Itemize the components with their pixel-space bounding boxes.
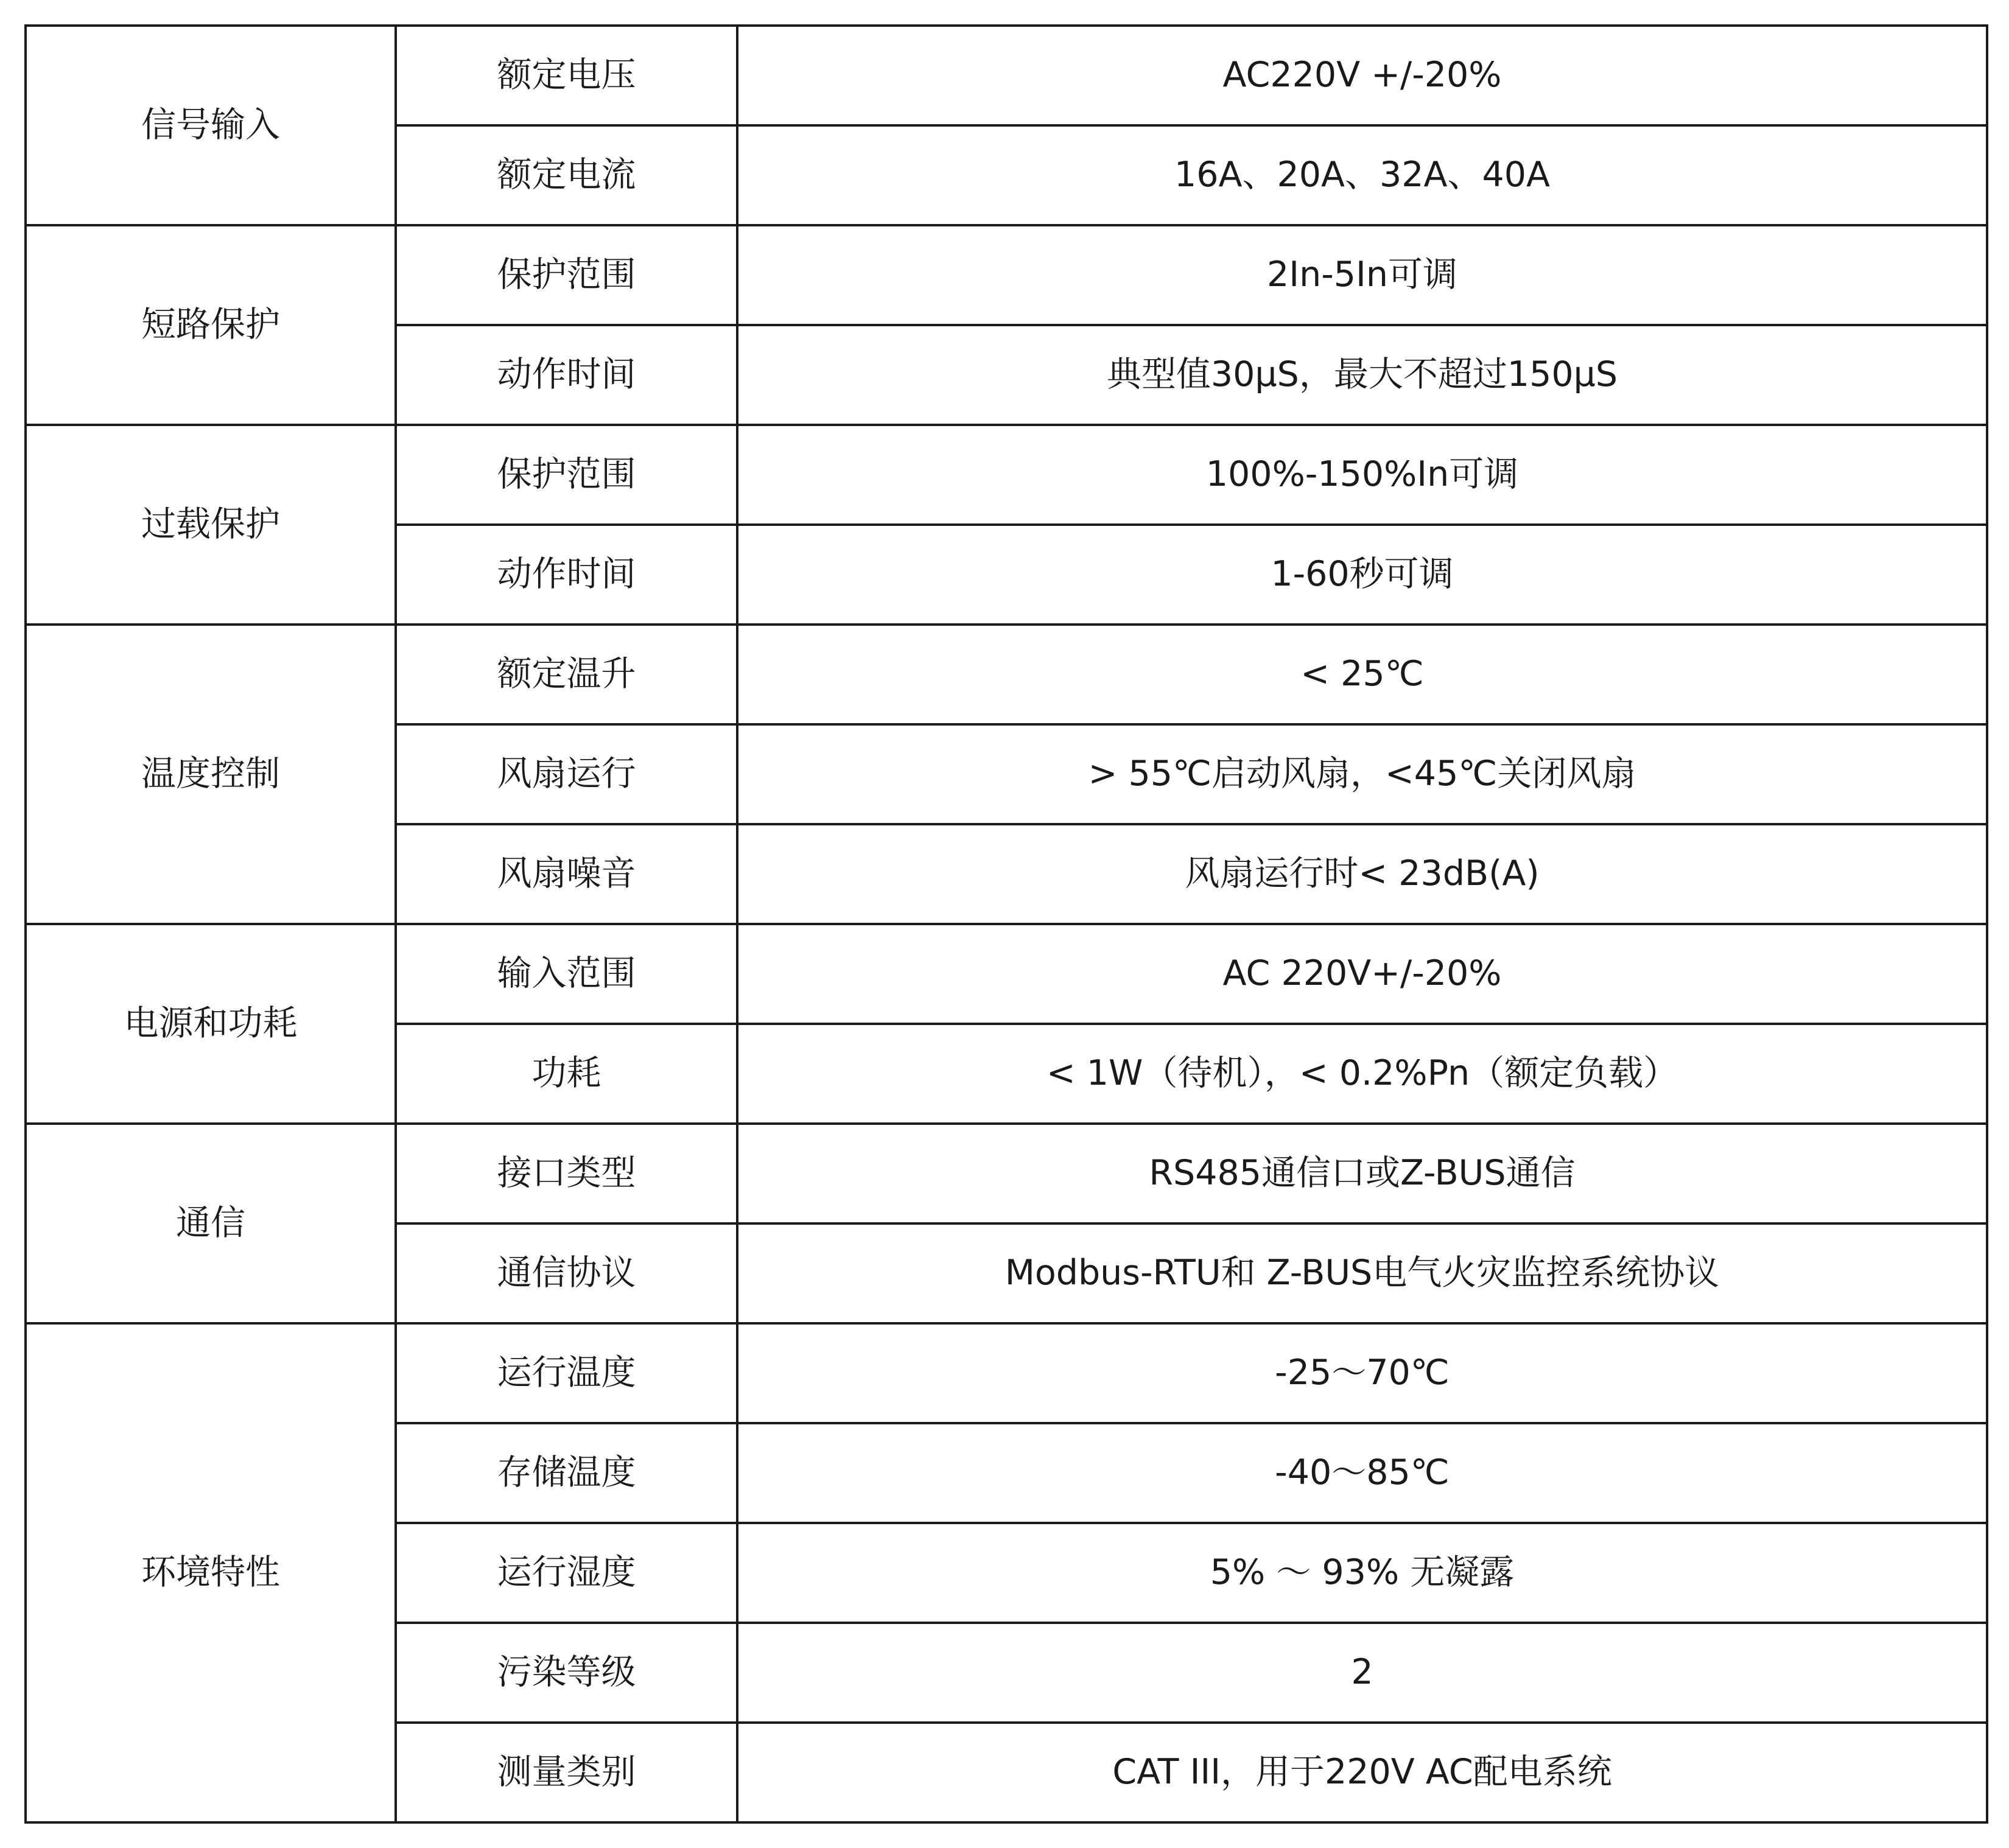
parameter-cell: 保护范围 [396,225,737,325]
parameter-cell: 动作时间 [396,325,737,425]
parameter-cell: 输入范围 [396,924,737,1024]
category-cell: 环境特性 [26,1323,396,1822]
category-cell: 过载保护 [26,425,396,625]
value-cell: -25～70℃ [737,1323,1987,1423]
value-cell: CAT III，用于220V AC配电系统 [737,1723,1987,1822]
table-row [26,1124,1987,1223]
category-cell: 电源和功耗 [26,924,396,1124]
parameter-cell: 动作时间 [396,525,737,625]
parameter-cell: 运行湿度 [396,1523,737,1623]
value-cell: < 1W（待机），< 0.2%Pn（额定负载） [737,1024,1987,1124]
table-row [26,425,1987,525]
table-row [26,26,1987,125]
parameter-cell: 额定电流 [396,125,737,225]
parameter-cell: 接口类型 [396,1124,737,1223]
parameter-cell: 污染等级 [396,1623,737,1723]
value-cell: > 55℃启动风扇，<45℃关闭风扇 [737,724,1987,824]
parameter-cell: 风扇噪音 [396,824,737,924]
value-cell: 2 [737,1623,1987,1723]
category-cell: 信号输入 [26,26,396,225]
value-cell: 16A、20A、32A、40A [737,125,1987,225]
value-cell: Modbus-RTU和 Z-BUS电气火灾监控系统协议 [737,1223,1987,1323]
table-row [26,625,1987,724]
value-cell: AC 220V+/-20% [737,924,1987,1024]
parameter-cell: 额定电压 [396,26,737,125]
category-cell: 通信 [26,1124,396,1323]
value-cell: -40～85℃ [737,1423,1987,1523]
table-row [26,225,1987,325]
value-cell: 2In-5In可调 [737,225,1987,325]
value-cell: 风扇运行时< 23dB(A) [737,824,1987,924]
value-cell: 5% ～ 93% 无凝露 [737,1523,1987,1623]
parameter-cell: 运行温度 [396,1323,737,1423]
parameter-cell: 功耗 [396,1024,737,1124]
parameter-cell: 通信协议 [396,1223,737,1323]
value-cell: 典型值30μS，最大不超过150μS [737,325,1987,425]
parameter-cell: 风扇运行 [396,724,737,824]
value-cell: < 25℃ [737,625,1987,724]
table-row [26,1323,1987,1423]
parameter-cell: 存储温度 [396,1423,737,1523]
value-cell: AC220V +/-20% [737,26,1987,125]
spec-table [24,24,1988,1824]
table-row [26,924,1987,1024]
parameter-cell: 额定温升 [396,625,737,724]
value-cell: RS485通信口或Z-BUS通信 [737,1124,1987,1223]
category-cell: 短路保护 [26,225,396,425]
value-cell: 100%-150%In可调 [737,425,1987,525]
category-cell: 温度控制 [26,625,396,924]
parameter-cell: 保护范围 [396,425,737,525]
parameter-cell: 测量类别 [396,1723,737,1822]
value-cell: 1-60秒可调 [737,525,1987,625]
spec-table-body [26,26,1987,1822]
